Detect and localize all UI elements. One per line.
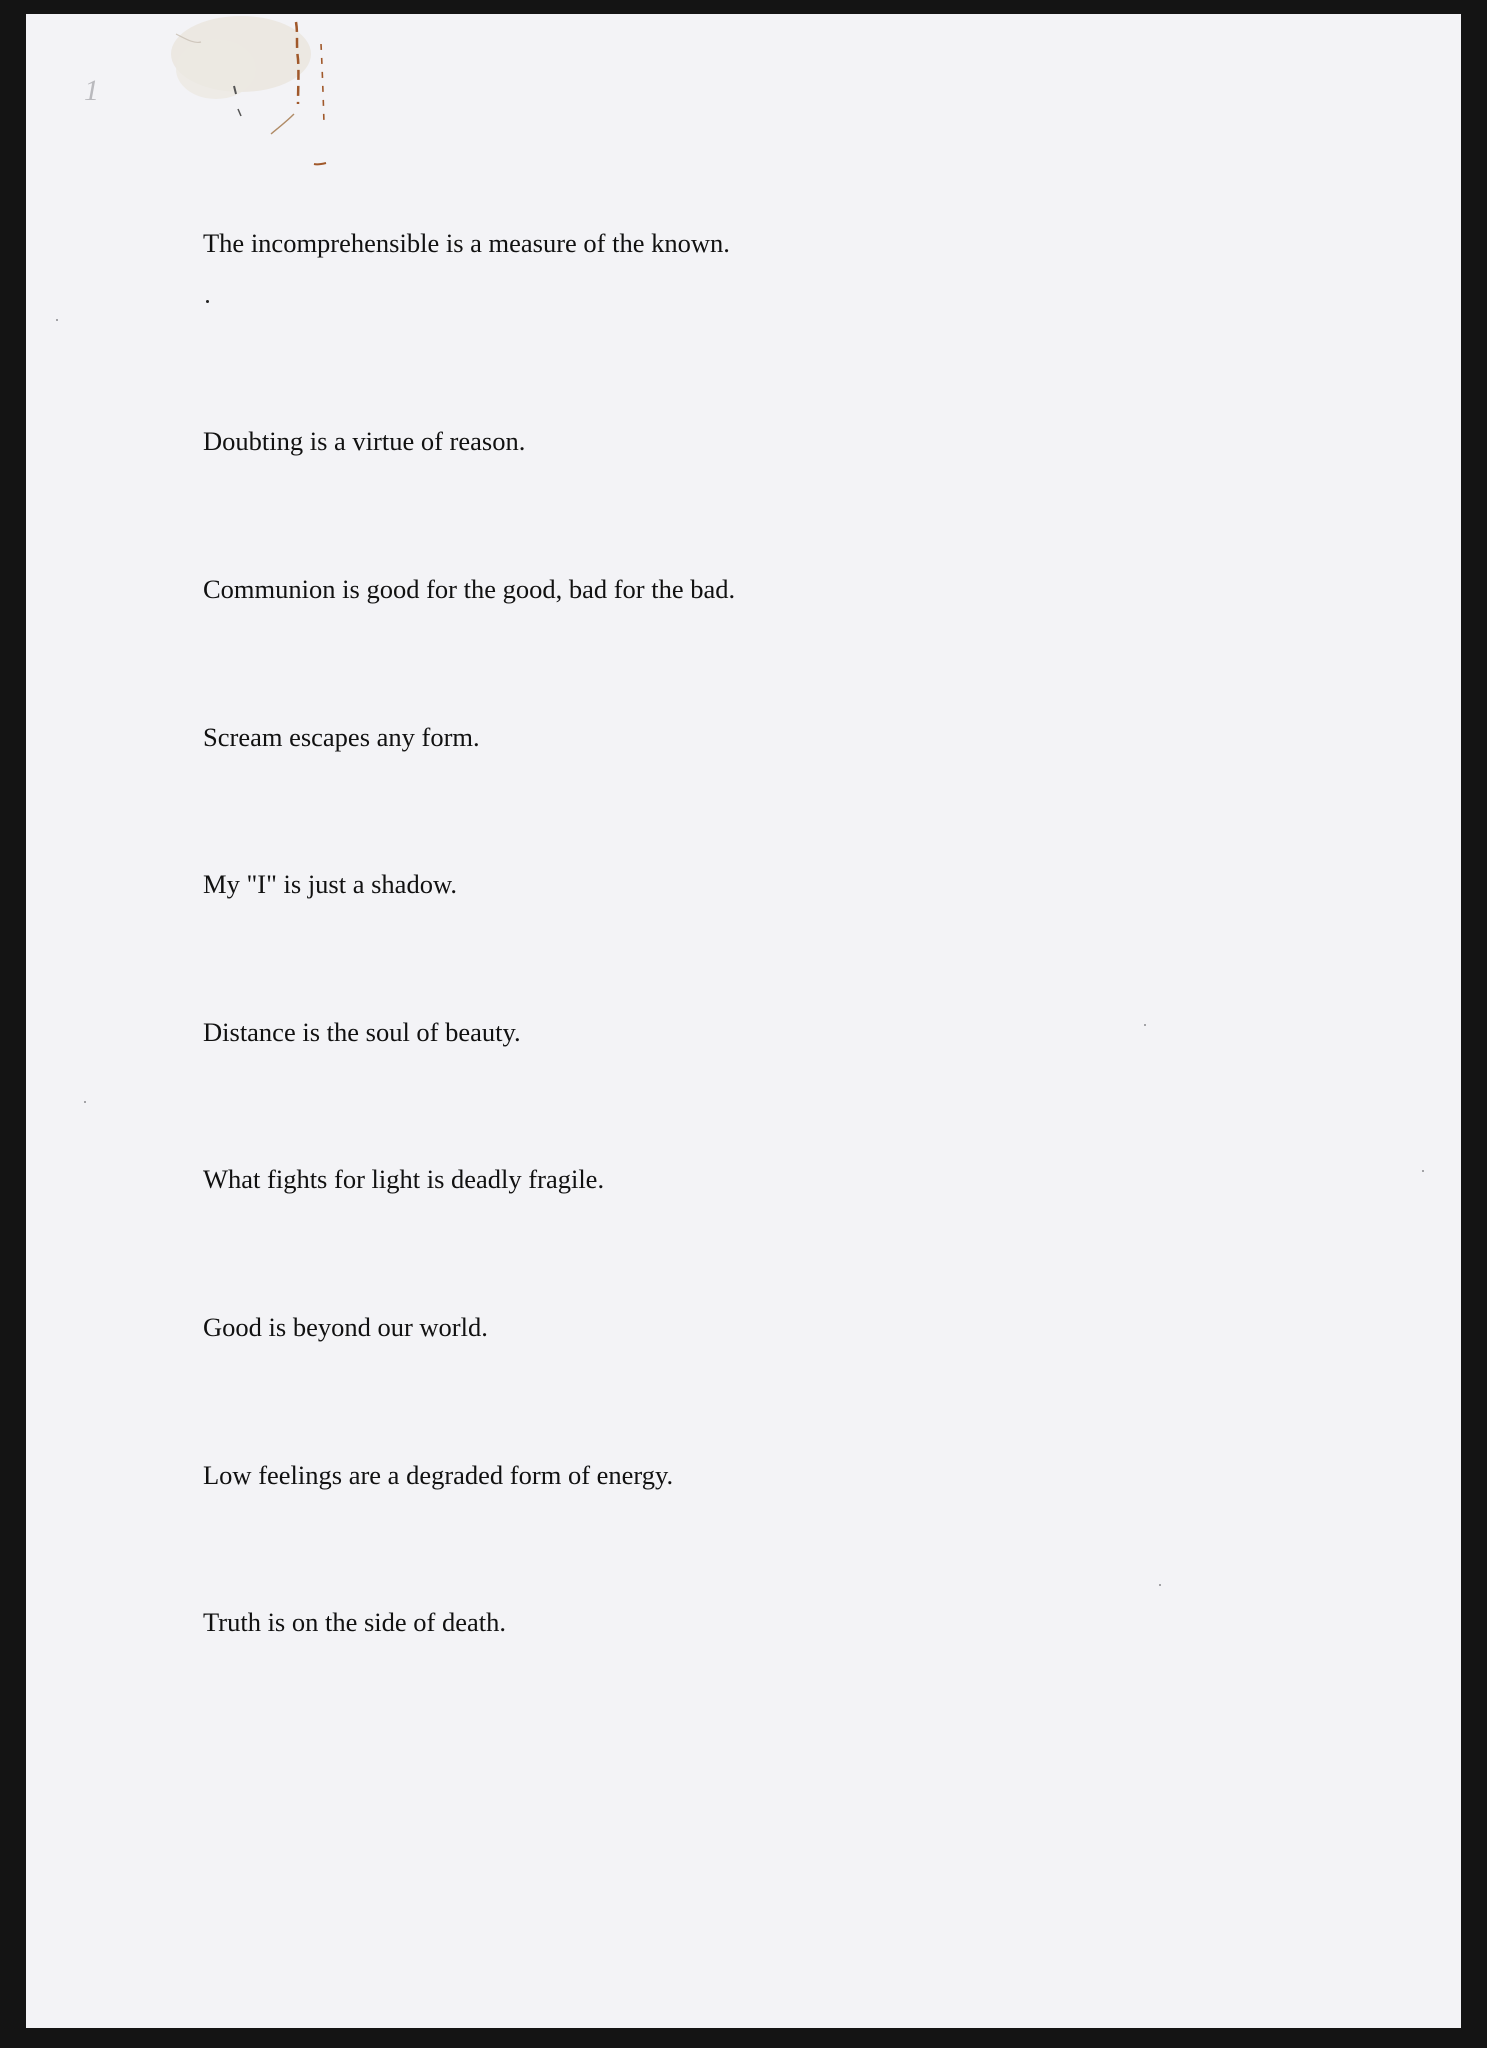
aphorism-line: The incomprehensible is a measure of the known. [203, 228, 730, 258]
aphorism-line: Communion is good for the good, bad for the bad. [203, 574, 736, 604]
paper-speck [1144, 1024, 1146, 1026]
aphorism-line: Good is beyond our world. [203, 1312, 488, 1342]
stain-mark [146, 14, 386, 194]
paper-sheet [26, 14, 1461, 2028]
page-number: 1 [84, 74, 99, 107]
aphorism-line: Truth is on the side of death. [203, 1607, 507, 1637]
paper-speck [56, 319, 58, 321]
paper-speck [84, 1101, 86, 1103]
aphorism-line: Doubting is a virtue of reason. [203, 426, 526, 456]
aphorism-line: My "I" is just a shadow. [203, 869, 457, 899]
aphorism-line: What fights for light is deadly fragile. [203, 1164, 605, 1194]
stray-dot [206, 300, 209, 303]
aphorism-line: Low feelings are a degraded form of energy. [203, 1460, 674, 1490]
paper-speck [1159, 1584, 1161, 1586]
paper-speck [1422, 1170, 1424, 1172]
aphorism-line: Scream escapes any form. [203, 722, 480, 752]
aphorism-line: Distance is the soul of beauty. [203, 1017, 521, 1047]
